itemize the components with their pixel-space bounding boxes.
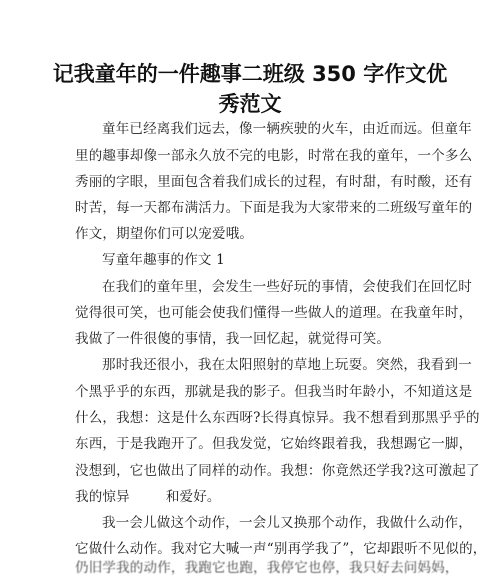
intro-line: 秀丽的字眼，里面包含着我们成长的过程，有时甜，有时酸，还有 <box>75 174 473 190</box>
paragraph-line: 我做了一件很傻的事情，我一回忆起，就觉得可笑。 <box>75 331 391 347</box>
paragraph-line <box>75 487 435 507</box>
paragraph-line: 个黑乎乎的东西，那就是我的影子。但我当时年龄小，不知道这是 <box>75 384 473 400</box>
intro-line: 里的趣事却像一部永久放不完的电影，时常在我的童年，一个多么 <box>75 148 473 164</box>
paragraph-line: 觉得很可笑，也可能会使我们懂得一些做人的道理。在我童年时， <box>75 305 473 321</box>
paragraph-line: 什么，我想：这是什么东西呀?长得真惊异。我不想看到那黑乎乎的 <box>75 410 480 426</box>
paragraph-line: 东西，于是我跑开了。但我发觉，它始终跟着我，我想踢它一脚， <box>75 436 473 452</box>
paragraph-line: 它做什么动作。我对它大喊一声“别再学我了”，它却跟听不见似的， <box>75 541 487 557</box>
paragraph-text: 和爱好。 <box>165 489 221 505</box>
document-title-line-2: 秀范文 <box>218 92 282 116</box>
paragraph-line: 没想到，它也做出了同样的动作。我想：你竟然还学我?这可激起了 <box>75 463 480 479</box>
intro-line: 作文，期望你们可以宠爱哦。 <box>75 226 254 242</box>
cutoff-line: 仍旧学我的动作，我跑它也跑，我停它也停，我只好去问妈妈， <box>75 560 459 576</box>
paragraph-line: 那时我还很小，我在太阳照射的草地上玩耍。突然，我看到一 <box>102 357 472 373</box>
section-heading: 写童年趣事的作文 1 <box>102 252 225 268</box>
paragraph-line: 在我们的童年里，会发生一些好玩的事情，会使我们在回忆时 <box>102 279 472 295</box>
intro-line: 时苦，每一天都布满活力。下面是我为大家带来的二班级写童年的 <box>75 200 473 216</box>
document-title-line-1: 记我童年的一件趣事二班级 350 字作文优 <box>52 62 448 86</box>
intro-line: 童年已经离我们远去，像一辆疾驶的火车，由近而远。但童年 <box>102 121 472 137</box>
paragraph-text: 我的惊异 <box>75 489 130 505</box>
paragraph-line: 我一会儿做这个动作，一会儿又换那个动作，我做什么动作， <box>102 515 472 531</box>
